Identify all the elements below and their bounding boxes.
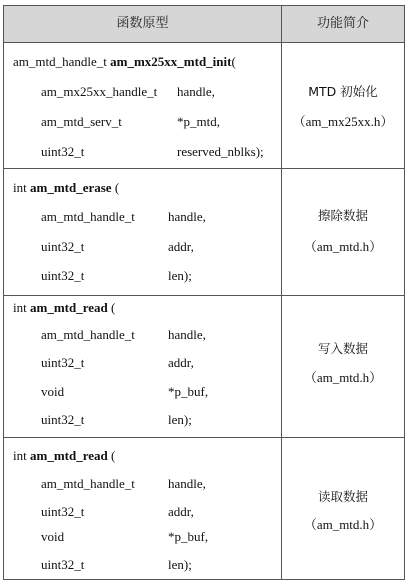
param-type: uint32_t	[41, 239, 85, 254]
function-description: 擦除数据	[317, 208, 368, 223]
param-arg: len);	[168, 412, 192, 427]
param-type: uint32_t	[41, 355, 85, 370]
param-arg: handle,	[177, 84, 215, 99]
table-row	[4, 169, 404, 296]
signature-prefix: int	[13, 448, 30, 463]
signature-prefix: int	[13, 180, 30, 195]
param-type: uint32_t	[41, 144, 85, 159]
param-type: am_mtd_handle_t	[41, 327, 135, 342]
param-arg: *p_buf,	[168, 384, 209, 399]
param-type: am_mtd_serv_t	[41, 114, 122, 129]
table-row	[4, 43, 404, 169]
function-signature	[13, 180, 119, 196]
function-signature	[13, 300, 115, 316]
signature-paren: (	[231, 54, 236, 69]
param-type: uint32_t	[41, 268, 85, 283]
function-signature	[13, 448, 115, 464]
function-name: am_mtd_erase	[29, 180, 112, 195]
param-type: am_mtd_handle_t	[41, 209, 135, 224]
param-arg: addr,	[168, 504, 194, 519]
param-arg: handle,	[168, 476, 206, 491]
param-type: am_mtd_handle_t	[41, 476, 135, 491]
signature-paren: (	[107, 448, 116, 463]
table-row	[4, 438, 404, 579]
function-header-file: （am_mtd.h）	[303, 370, 383, 385]
function-name: am_mtd_read	[29, 300, 108, 315]
function-description: 写入数据	[317, 341, 368, 356]
param-arg: addr,	[168, 239, 194, 254]
function-name: am_mx25xx_mtd_init	[110, 54, 232, 69]
function-header-file: （am_mtd.h）	[303, 517, 383, 532]
param-arg: reserved_nblks);	[177, 144, 264, 159]
function-name: am_mtd_read	[29, 448, 108, 463]
function-description: MTD 初始化	[308, 84, 378, 99]
signature-prefix: int	[13, 300, 30, 315]
param-type: uint32_t	[41, 412, 85, 427]
param-arg: len);	[168, 268, 192, 283]
function-header-file: （am_mx25xx.h）	[292, 114, 394, 129]
param-arg: len);	[168, 557, 192, 572]
header-summary: 功能简介	[316, 16, 369, 31]
param-arg: *p_mtd,	[177, 114, 220, 129]
param-type: void	[41, 384, 65, 399]
table-row	[4, 296, 404, 438]
signature-paren: (	[107, 300, 116, 315]
param-type: am_mx25xx_handle_t	[41, 84, 158, 99]
signature-paren: (	[111, 180, 120, 195]
param-type: uint32_t	[41, 557, 85, 572]
param-type: void	[41, 529, 65, 544]
param-type: uint32_t	[41, 504, 85, 519]
param-arg: addr,	[168, 355, 194, 370]
table-header	[4, 6, 404, 43]
function-signature	[13, 54, 236, 70]
param-arg: handle,	[168, 209, 206, 224]
header-prototype: 函数原型	[116, 16, 169, 31]
column-divider	[281, 6, 282, 579]
param-arg: *p_buf,	[168, 529, 209, 544]
function-header-file: （am_mtd.h）	[303, 239, 383, 254]
param-arg: handle,	[168, 327, 206, 342]
function-table	[3, 5, 405, 580]
signature-prefix: am_mtd_handle_t	[13, 54, 111, 69]
function-description: 读取数据	[317, 489, 368, 504]
